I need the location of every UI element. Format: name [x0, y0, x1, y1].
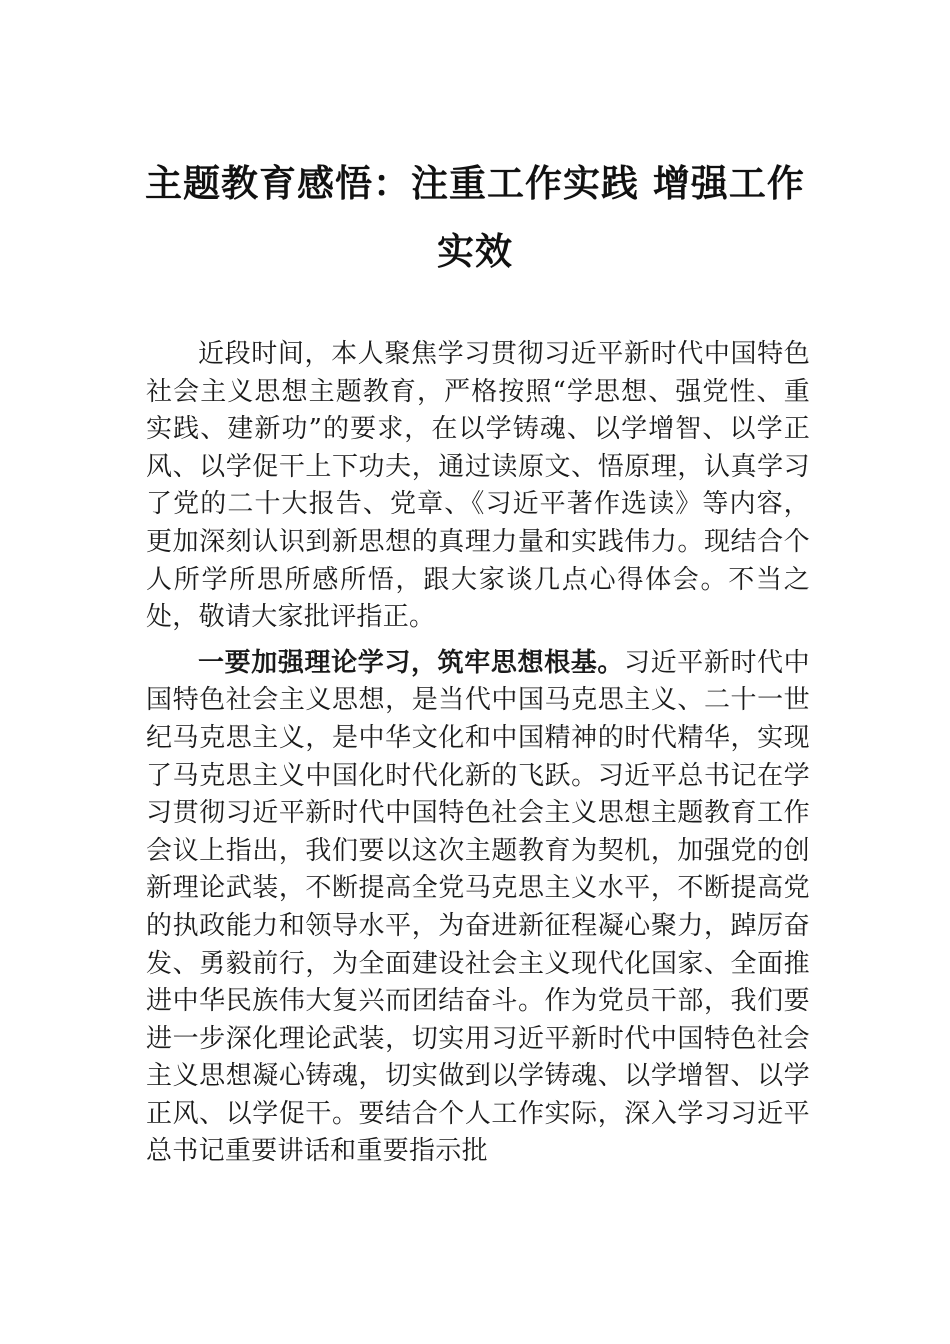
- paragraph-intro: [146, 336, 810, 637]
- paragraph-intro-text: 近段时间，本人聚焦学习贯彻习近平新时代中国特色社会主义思想主题教育，严格按照“学思想、强党性、重实践、建新功”的要求，在以学铸魂、以学增智、以学正风、以学促干上下功夫，通过读原文、悟原理，认真学习了党的二十大报告、党章、《习近平著作选读》等内容，更加深刻认识到新思想的真理力量和实践伟力。现结合个人所学所思所感所悟，跟大家谈几点心得体会。不当之处，敬请大家批评指正。: [146, 339, 810, 633]
- document-body: [146, 336, 810, 1171]
- document-title: 主题教育感悟：注重工作实践 增强工作实效: [145, 162, 805, 273]
- section-one-text: 习近平新时代中国特色社会主义思想，是当代中国马克思主义、二十一世纪马克思主义，是中华文化和中国精神的时代精华，实现了马克思主义中国化时代化新的飞跃。习近平总书记在学习贯彻习近平新时代中国特色社会主义思想主题教育工作会议上指出，我们要以这次主题教育为契机，加强党的创新理论武装，不断提高全党马克思主义水平，不断提高党的执政能力和领导水平，为奋进新征程凝心聚力，踔厉奋发、勇毅前行，为全面建设社会主义现代化国家、全面推进中华民族伟大复兴而团结奋斗。作为党员干部，我们要进一步深化理论武装，切实用习近平新时代中国特色社会主义思想凝心铸魂，切实做到以学铸魂、以学增智、以学正风、以学促干。要结合个人工作实际，深入学习习近平总书记重要讲话和重要指示批: [146, 647, 810, 1167]
- section-one-heading: 一要加强理论学习，筑牢思想根基。: [198, 647, 624, 678]
- paragraph-section-one: [146, 645, 810, 1171]
